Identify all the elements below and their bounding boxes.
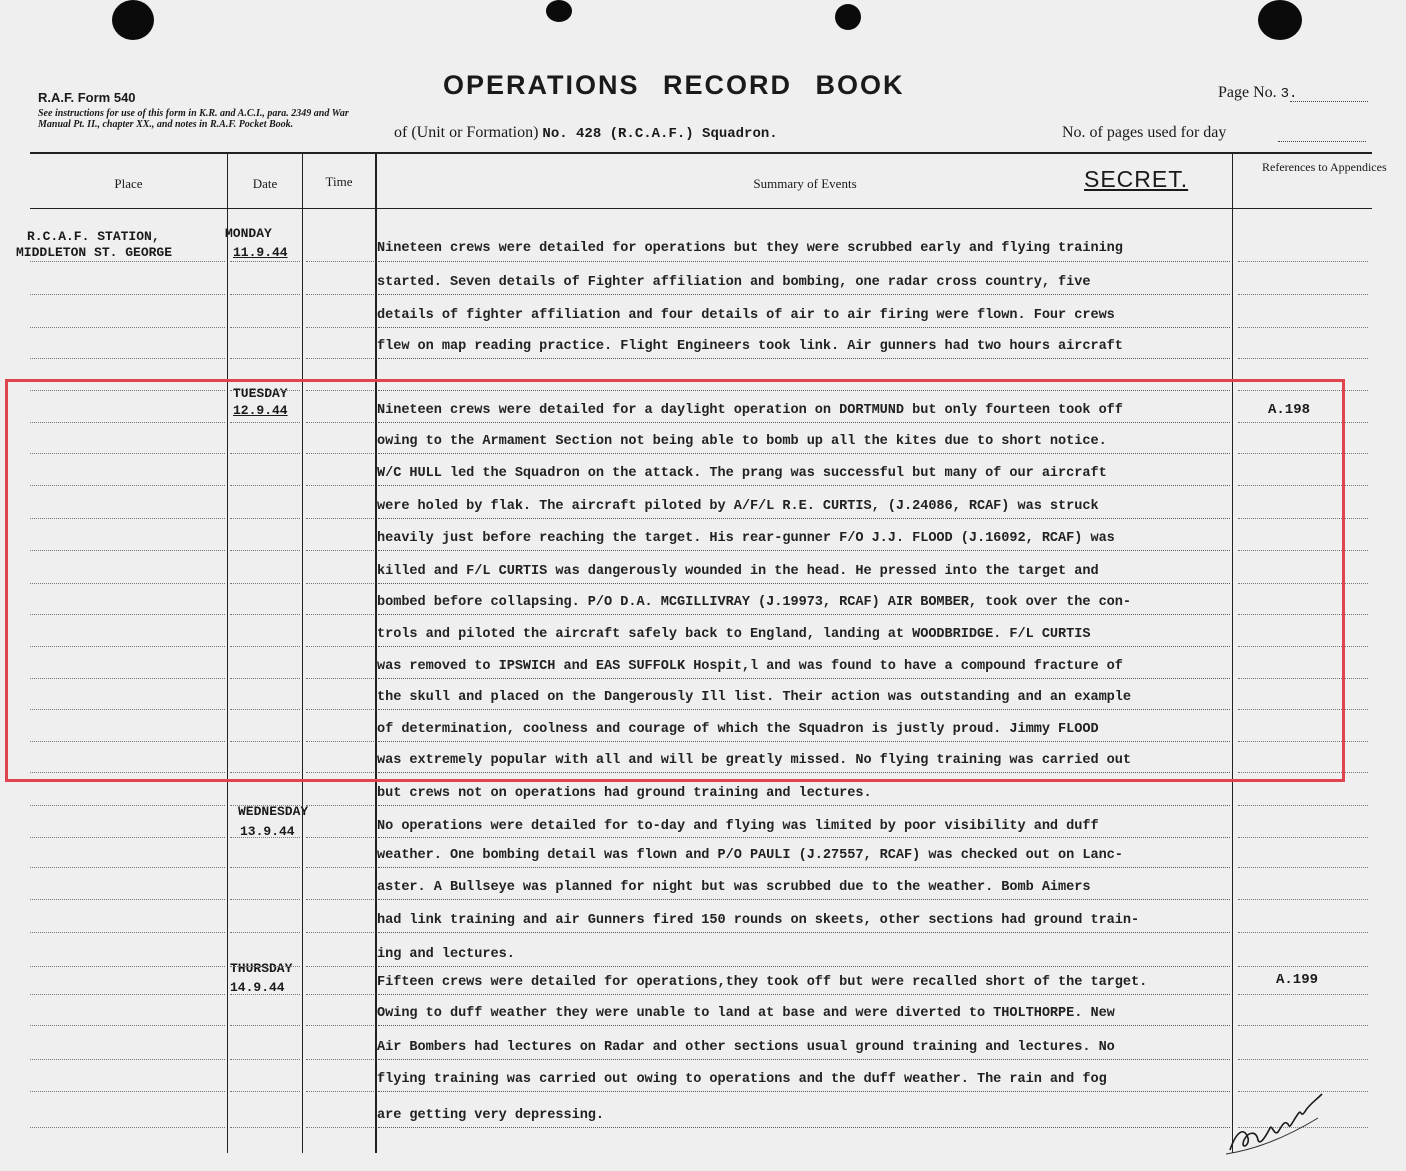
page-number-label: Page No.	[1218, 84, 1277, 101]
ruled-line	[230, 327, 300, 328]
summary-line: was removed to IPSWICH and EAS SUFFOLK Hospit,l and was found to have a compound fracture of	[377, 659, 1123, 674]
form-instructions: See instructions for use of this form in K.R. and A.C.I., para. 2349 and War Manual Pt. II., chapter XX., and notes in R.A.F. Pocket Book.	[38, 108, 349, 130]
form-label: R.A.F. Form 540	[38, 90, 136, 105]
ruled-line	[378, 837, 1230, 838]
entry-day: THURSDAY	[230, 961, 293, 976]
entry-day: WEDNESDAY	[238, 804, 309, 819]
summary-line: was extremely popular with all and will be greatly missed. No flying training was carried out	[377, 753, 1132, 768]
ruled-line	[378, 1059, 1230, 1060]
pages-used-label: No. of pages used for day	[1062, 124, 1227, 141]
column-header-time: Time	[325, 174, 353, 189]
unit-value: No. 428 (R.C.A.F.) Squadron.	[542, 126, 778, 142]
summary-line: W/C HULL led the Squadron on the attack. The prang was successful but many of our aircraft	[377, 466, 1107, 481]
entry-day: TUESDAY	[233, 386, 288, 401]
ruled-line	[306, 327, 374, 328]
ruled-line	[306, 1127, 374, 1128]
ruled-line	[1238, 1059, 1368, 1060]
column-header-date: Date	[252, 176, 278, 191]
summary-line: aster. A Bullseye was planned for night but was scrubbed due to the weather. Bomb Aimers	[377, 880, 1091, 895]
column-header-references: References to Appendices	[1262, 160, 1387, 174]
summary-line: Nineteen crews were detailed for a daylight operation on DORTMUND but only fourteen took off	[377, 403, 1123, 418]
ruled-line	[30, 899, 225, 900]
highlight-box	[5, 379, 1345, 782]
summary-line: Fifteen crews were detailed for operations,they took off but were recalled short of the target.	[377, 975, 1148, 990]
ruled-line	[306, 1059, 374, 1060]
ruled-line	[30, 837, 225, 838]
ruled-line	[1238, 261, 1368, 262]
ruled-line	[30, 261, 225, 262]
entry-date: 11.9.44	[233, 245, 288, 260]
ruled-line	[30, 1059, 225, 1060]
summary-line: the skull and placed on the Dangerously Ill list. Their action was outstanding and an example	[377, 690, 1132, 705]
summary-line: started. Seven details of Fighter affiliation and bombing, one radar cross country, five	[377, 275, 1091, 290]
ruled-line	[306, 805, 374, 806]
column-header-summary: Summary of Events	[753, 176, 857, 191]
summary-line: but crews not on operations had ground training and lectures.	[377, 786, 872, 801]
unit-label: of (Unit or Formation)	[394, 124, 539, 141]
ruled-line	[1238, 837, 1368, 838]
ruled-line	[378, 1025, 1230, 1026]
ruled-line	[230, 994, 300, 995]
summary-line: Nineteen crews were detailed for operations but they were scrubbed early and flying training	[377, 241, 1123, 256]
ruled-line	[378, 932, 1230, 933]
punch-hole	[835, 4, 861, 30]
ruled-line	[230, 1127, 300, 1128]
header-bottom-border	[30, 208, 1372, 209]
page-number-rule	[1290, 101, 1368, 102]
page-number-value: 3.	[1280, 86, 1298, 102]
ruled-line	[30, 966, 225, 967]
ruled-line	[378, 805, 1230, 806]
summary-line: killed and F/L CURTIS was dangerously wounded in the head. He pressed into the target and	[377, 564, 1099, 579]
ruled-line	[30, 867, 225, 868]
ruled-line	[30, 994, 225, 995]
ruled-line	[1238, 358, 1368, 359]
ruled-line	[306, 899, 374, 900]
ruled-line	[378, 994, 1230, 995]
place-line-2: MIDDLETON ST. GEORGE	[16, 245, 173, 260]
ruled-line	[378, 327, 1230, 328]
summary-line: were holed by flak. The aircraft piloted by A/F/L R.E. CURTIS, (J.24086, RCAF) was struck	[377, 499, 1099, 514]
ruled-line	[30, 358, 225, 359]
ruled-line	[1238, 966, 1368, 967]
ruled-line	[30, 294, 225, 295]
ruled-line	[1238, 899, 1368, 900]
summary-line: flew on map reading practice. Flight Engineers took link. Air gunners had two hours aircraft	[377, 339, 1123, 354]
table-top-border	[30, 152, 1372, 154]
ruled-line	[230, 932, 300, 933]
ruled-line	[230, 1025, 300, 1026]
column-header-place: Place	[114, 176, 143, 191]
summary-line: trols and piloted the aircraft safely back to England, landing at WOODBRIDGE. F/L CURTIS	[377, 627, 1091, 642]
ruled-line	[378, 358, 1230, 359]
ruled-line	[30, 805, 225, 806]
ruled-line	[1238, 994, 1368, 995]
ruled-line	[230, 1059, 300, 1060]
ruled-line	[30, 1127, 225, 1128]
entry-day: MONDAY	[225, 226, 272, 241]
summary-line: bombed before collapsing. P/O D.A. MCGILLIVRAY (J.19973, RCAF) AIR BOMBER, took over the con-	[377, 595, 1132, 610]
appendix-reference: A.199	[1276, 972, 1319, 988]
ruled-line	[306, 1025, 374, 1026]
summary-line: ing and lectures.	[377, 947, 515, 962]
ruled-line	[378, 294, 1230, 295]
summary-line: had link training and air Gunners fired 150 rounds on skeets, other sections had ground train-	[377, 913, 1140, 928]
ruled-line	[378, 899, 1230, 900]
ruled-line	[1238, 932, 1368, 933]
ruled-line	[306, 261, 374, 262]
ruled-line	[306, 358, 374, 359]
ruled-line	[378, 261, 1230, 262]
appendix-reference: A.198	[1268, 402, 1311, 418]
ruled-line	[230, 837, 300, 838]
ruled-line	[378, 1091, 1230, 1092]
ruled-line	[1238, 294, 1368, 295]
ruled-line	[230, 899, 300, 900]
ruled-line	[1238, 327, 1368, 328]
ruled-line	[230, 261, 300, 262]
punch-hole	[546, 0, 572, 22]
ruled-line	[306, 837, 374, 838]
page-number	[1218, 84, 1297, 102]
ruled-line	[30, 327, 225, 328]
ruled-line	[1238, 867, 1368, 868]
ruled-line	[306, 867, 374, 868]
summary-line: are getting very depressing.	[377, 1108, 605, 1123]
summary-line: of determination, coolness and courage of which the Squadron is justly proud. Jimmy FLOOD	[377, 722, 1099, 737]
place-line-1: R.C.A.F. STATION,	[27, 229, 160, 244]
ruled-line	[378, 1127, 1230, 1128]
ruled-line	[306, 294, 374, 295]
punch-hole	[112, 0, 154, 40]
ruled-line	[30, 1091, 225, 1092]
entry-date: 12.9.44	[233, 403, 288, 418]
summary-line: weather. One bombing detail was flown and P/O PAULI (J.27557, RCAF) was checked out on Lanc-	[377, 848, 1123, 863]
ruled-line	[378, 867, 1230, 868]
ruled-line	[306, 932, 374, 933]
signature-scribble	[1222, 1080, 1342, 1160]
unit-field	[394, 124, 778, 142]
entry-date: 14.9.44	[230, 980, 285, 995]
ruled-line	[306, 966, 374, 967]
entry-date: 13.9.44	[240, 824, 295, 839]
ruled-line	[230, 805, 300, 806]
summary-line: details of fighter affiliation and four details of air to air firing were flown. Four crews	[377, 308, 1115, 323]
summary-line: flying training was carried out owing to operations and the duff weather. The rain and fog	[377, 1072, 1107, 1087]
ruled-line	[306, 994, 374, 995]
ruled-line	[230, 1091, 300, 1092]
ruled-line	[30, 932, 225, 933]
ruled-line	[230, 294, 300, 295]
summary-line: Air Bombers had lectures on Radar and other sections usual ground training and lectures. No	[377, 1040, 1115, 1055]
pages-used-rule	[1278, 141, 1366, 142]
ruled-line	[230, 966, 300, 967]
summary-line: owing to the Armament Section not being able to bomb up all the kites due to short notice.	[377, 434, 1107, 449]
ruled-line	[30, 1025, 225, 1026]
secret-stamp: SECRET.	[1084, 166, 1189, 192]
ruled-line	[306, 1091, 374, 1092]
ruled-line	[230, 358, 300, 359]
ruled-line	[378, 966, 1230, 967]
summary-line: No operations were detailed for to-day and flying was limited by poor visibility and duff	[377, 819, 1099, 834]
ruled-line	[1238, 805, 1368, 806]
punch-hole	[1258, 0, 1302, 40]
page-title: OPERATIONS RECORD BOOK	[443, 70, 905, 100]
ruled-line	[230, 867, 300, 868]
ruled-line	[1238, 1025, 1368, 1026]
summary-line: heavily just before reaching the target. His rear-gunner F/O J.J. FLOOD (J.16092, RCAF) was	[377, 531, 1115, 546]
summary-line: Owing to duff weather they were unable to land at base and were diverted to THOLTHORPE. New	[377, 1006, 1115, 1021]
